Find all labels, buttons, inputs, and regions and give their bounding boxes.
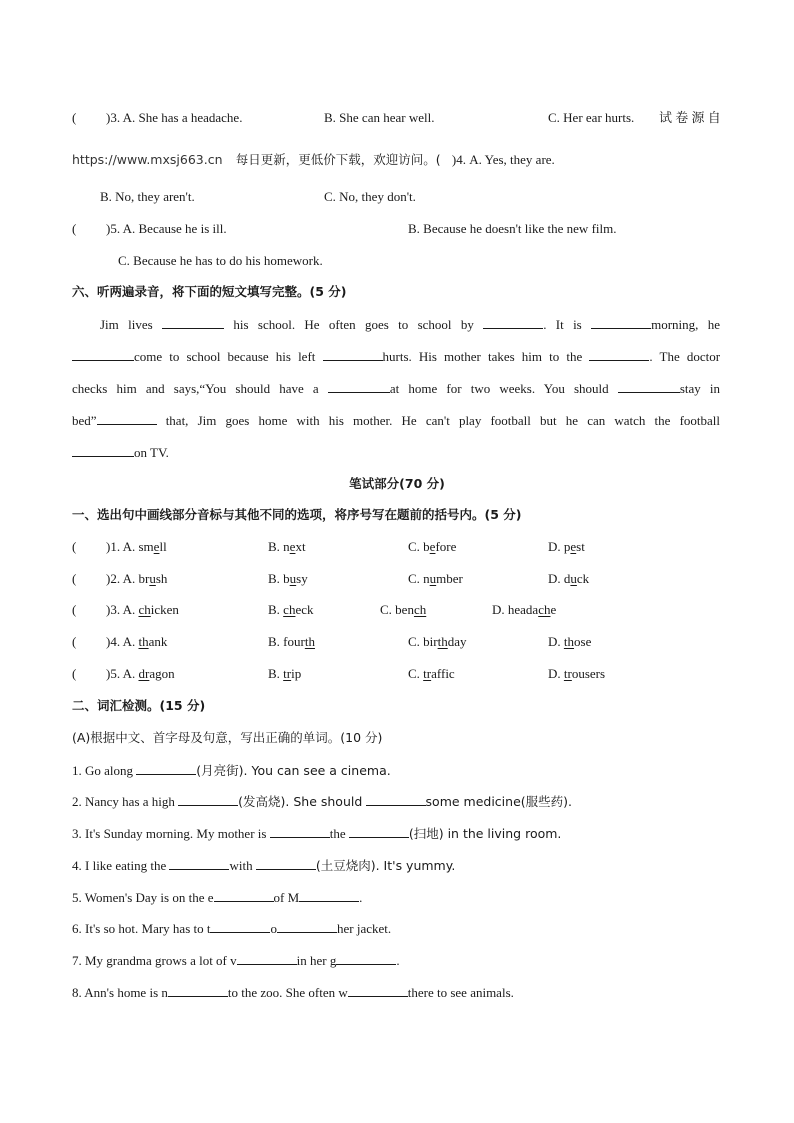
- listening-q5: [72, 221, 720, 237]
- option-text: ck: [576, 571, 590, 586]
- underlined-letters: th: [437, 634, 448, 649]
- option-b: [268, 571, 308, 587]
- option-text: C. n: [408, 571, 430, 586]
- watermark-text: 每日更新，更低价下载，欢迎访问。(: [235, 152, 441, 167]
- option-text: C.: [408, 666, 424, 681]
- section1-heading: 一、选出句中画线部分音标与其他不同的选项，将序号写在题前的括号内。(5 分): [72, 507, 522, 522]
- section2-heading: 二、词汇检测。(15 分): [72, 698, 206, 713]
- option-text: sy: [296, 571, 308, 586]
- option-b: [268, 634, 315, 650]
- underlined-letters: ch: [538, 602, 551, 617]
- q5-option-c: C. Because he has to do his homework.: [118, 253, 323, 268]
- underlined-letters: e: [570, 539, 577, 554]
- option-d: [492, 602, 556, 618]
- option-d: [548, 666, 605, 682]
- blank[interactable]: [336, 952, 396, 965]
- phonics-question-row: [72, 571, 720, 587]
- blank[interactable]: [72, 348, 134, 361]
- blank[interactable]: [328, 380, 390, 393]
- answer-paren[interactable]: (: [72, 571, 77, 586]
- underlined-letters: ch: [413, 602, 427, 617]
- underlined-letters: th: [138, 634, 149, 649]
- section6-heading: 六、听两遍录音，将下面的短文填写完整。(5 分): [72, 284, 347, 299]
- option-text: C. bir: [408, 634, 438, 649]
- blank[interactable]: [299, 889, 359, 902]
- option-text: B.: [268, 602, 284, 617]
- answer-paren[interactable]: (: [72, 602, 77, 617]
- blank[interactable]: [162, 316, 224, 329]
- answer-paren[interactable]: (: [72, 634, 77, 649]
- q4-option-a: )4. A. Yes, they are.: [451, 152, 555, 167]
- option-text: xt: [295, 539, 306, 554]
- option-c: [408, 634, 467, 650]
- q5-option-a: )5. A. Because he is ill.: [106, 221, 227, 236]
- underlined-letters: tr: [283, 666, 292, 681]
- written-part-title: 笔试部分(70 分): [349, 476, 445, 491]
- option-b: [268, 539, 306, 555]
- option-text: D.: [548, 666, 564, 681]
- option-text: mber: [436, 571, 463, 586]
- underlined-letters: th: [304, 634, 315, 649]
- option-text: )1. A. sm: [106, 539, 154, 554]
- source-note: 试 卷 源 自: [659, 110, 721, 125]
- option-d: [548, 539, 585, 555]
- option-text: agon: [149, 666, 175, 681]
- blank[interactable]: [256, 857, 316, 870]
- option-text: eck: [295, 602, 314, 617]
- underlined-letters: e: [289, 539, 296, 554]
- underlined-letters: u: [149, 571, 156, 586]
- blank[interactable]: [277, 920, 337, 933]
- blank[interactable]: [168, 984, 228, 997]
- passage-line-3: checks him and says,“You should have a at home for two weeks. You should stay in: [72, 381, 721, 396]
- underlined-letters: th: [563, 634, 575, 649]
- blank[interactable]: [349, 825, 409, 838]
- blank[interactable]: [72, 444, 134, 457]
- option-a: [106, 571, 167, 587]
- blank[interactable]: [214, 889, 274, 902]
- underlined-letters: ch: [138, 602, 151, 617]
- passage-line-5: on TV.: [72, 444, 169, 461]
- option-text: st: [576, 539, 585, 554]
- underlined-letters: tr: [423, 666, 432, 681]
- q3-option-a: )3. A. She has a headache.: [106, 110, 243, 125]
- watermark-url[interactable]: https://www.mxsj663.cn: [72, 152, 223, 167]
- option-text: )4. A.: [106, 634, 139, 649]
- vocab-q1: 1. Go along (月亮街). You can see a cinema.: [72, 763, 391, 778]
- underlined-letters: dr: [138, 666, 150, 681]
- underlined-letters: u: [289, 571, 297, 586]
- underlined-letters: u: [570, 571, 577, 586]
- blank[interactable]: [270, 825, 330, 838]
- blank[interactable]: [366, 793, 426, 806]
- option-text: D. p: [548, 539, 571, 554]
- q3-option-b: B. She can hear well.: [324, 110, 435, 125]
- option-b: [268, 666, 301, 682]
- section2-subheading: (A)根据中文、首字母及句意，写出正确的单词。(10 分): [72, 730, 383, 745]
- option-text: )5. A.: [106, 666, 139, 681]
- option-text: sh: [155, 571, 168, 586]
- blank[interactable]: [210, 920, 270, 933]
- option-text: D. d: [548, 571, 571, 586]
- option-text: ousers: [571, 666, 606, 681]
- option-text: day: [447, 634, 467, 649]
- answer-paren: (: [72, 221, 77, 236]
- option-text: )3. A.: [106, 602, 139, 617]
- option-text: B. n: [268, 539, 290, 554]
- answer-paren[interactable]: (: [72, 666, 77, 681]
- vocab-q7: 7. My grandma grows a lot of v in her g .: [72, 953, 400, 968]
- option-text: C. b: [408, 539, 430, 554]
- option-text: e: [550, 602, 557, 617]
- phonics-question-row: [72, 602, 720, 618]
- option-c: [408, 571, 463, 587]
- blank[interactable]: [136, 762, 196, 775]
- option-text: D. heada: [492, 602, 539, 617]
- underlined-letters: u: [429, 571, 437, 586]
- blank[interactable]: [323, 348, 383, 361]
- option-a: [106, 539, 167, 555]
- vocab-q6: 6. It's so hot. Mary has to t o her jacket.: [72, 921, 392, 936]
- underlined-letters: e: [153, 539, 160, 554]
- blank[interactable]: [348, 984, 408, 997]
- option-text: C. ben: [380, 602, 414, 617]
- blank[interactable]: [483, 316, 543, 329]
- listening-q3: [72, 110, 720, 126]
- vocab-q2: 2. Nancy has a high (发高烧). She should some medicine(服些药).: [72, 794, 572, 809]
- q3-option-c: C. Her ear hurts.: [548, 110, 635, 125]
- watermark-line: [72, 152, 555, 168]
- option-text: ip: [291, 666, 302, 681]
- blank[interactable]: [178, 793, 238, 806]
- q4-option-c: C. No, they don't.: [324, 189, 416, 204]
- q5-option-b: B. Because he doesn't like the new film.: [408, 221, 617, 236]
- phonics-question-row: [72, 539, 720, 555]
- option-a: [106, 634, 167, 650]
- blank[interactable]: [591, 316, 651, 329]
- vocab-q4: 4. I like eating the with (土豆烧肉). It's yummy.: [72, 858, 456, 873]
- blank[interactable]: [618, 380, 680, 393]
- blank[interactable]: [237, 952, 297, 965]
- vocab-q5: 5. Women's Day is on the e of M .: [72, 890, 363, 905]
- option-text: B.: [268, 666, 284, 681]
- option-text: B. b: [268, 571, 290, 586]
- option-d: [548, 571, 589, 587]
- option-text: )2. A. br: [106, 571, 150, 586]
- option-text: affic: [431, 666, 455, 681]
- blank[interactable]: [589, 348, 649, 361]
- passage-line-2: come to school because his left hurts. His mother takes him to the . The doctor: [72, 348, 720, 365]
- option-text: ank: [148, 634, 168, 649]
- option-text: icken: [150, 602, 179, 617]
- blank[interactable]: [97, 412, 157, 425]
- option-b: [268, 602, 314, 618]
- underlined-letters: tr: [563, 666, 572, 681]
- passage-line-4: bed” that, Jim goes home with his mother. He can't play football but he can watch the football: [72, 413, 721, 428]
- answer-paren[interactable]: (: [72, 539, 77, 554]
- underlined-letters: ch: [283, 602, 296, 617]
- option-c: [408, 539, 456, 555]
- vocab-q8: 8. Ann's home is n to the zoo. She often w there to see animals.: [72, 985, 514, 1000]
- option-c: [408, 666, 455, 682]
- option-text: fore: [435, 539, 457, 554]
- vocab-q3: 3. It's Sunday morning. My mother is the (扫地) in the living room.: [72, 826, 562, 841]
- q4-options: [100, 189, 500, 205]
- answer-paren: (: [72, 110, 77, 125]
- option-a: [106, 602, 179, 618]
- blank[interactable]: [169, 857, 229, 870]
- q4-option-b: B. No, they aren't.: [100, 189, 195, 204]
- option-text: B. four: [268, 634, 305, 649]
- option-a: [106, 666, 175, 682]
- option-c: [380, 602, 426, 618]
- option-d: [548, 634, 591, 650]
- option-text: ose: [574, 634, 592, 649]
- phonics-question-row: [72, 634, 720, 650]
- option-text: ll: [159, 539, 167, 554]
- underlined-letters: e: [429, 539, 436, 554]
- phonics-question-row: [72, 666, 720, 682]
- option-text: D.: [548, 634, 564, 649]
- passage-line-1: Jim lives his school. He often goes to school by . It is morning, he: [100, 317, 721, 332]
